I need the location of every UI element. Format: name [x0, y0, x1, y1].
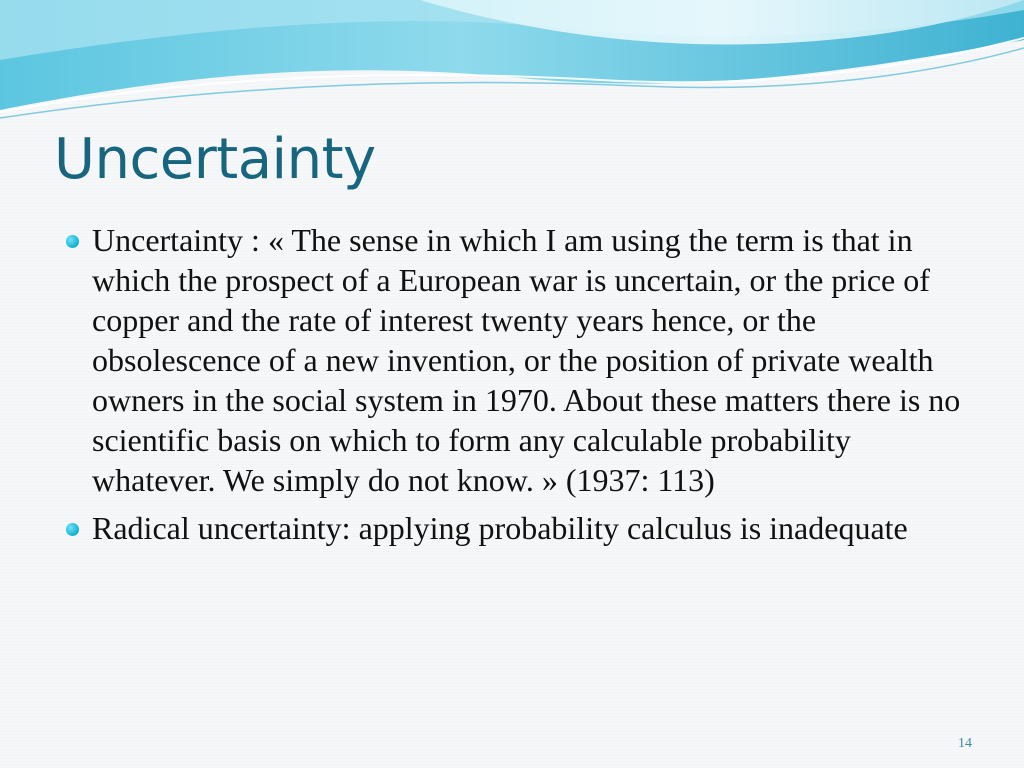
slide-number: 14 [958, 736, 972, 751]
bullet-item-keynes-quote [64, 220, 964, 500]
bullet-text: Uncertainty : « The sense in which I am using the term is that in which the prospect of a European war is uncertain, or the price of copper and the rate of interest twenty years hence, or the obsolescence of a new invention, or the position of private wealth owners in the social system in 1970. About these matters there is no scientific basis on which to form any calculable probability whatever. We simply do not know. » (1937: 113) [92, 222, 961, 498]
header-wave-decoration [0, 0, 1024, 130]
bullet-list [64, 220, 964, 556]
bullet-dot-icon [66, 235, 79, 248]
bullet-dot-icon [66, 523, 79, 536]
slide-title: Uncertainty [54, 127, 376, 192]
bullet-item-radical-uncertainty [64, 508, 964, 548]
bullet-text: Radical uncertainty: applying probability calculus is inadequate [92, 510, 908, 546]
